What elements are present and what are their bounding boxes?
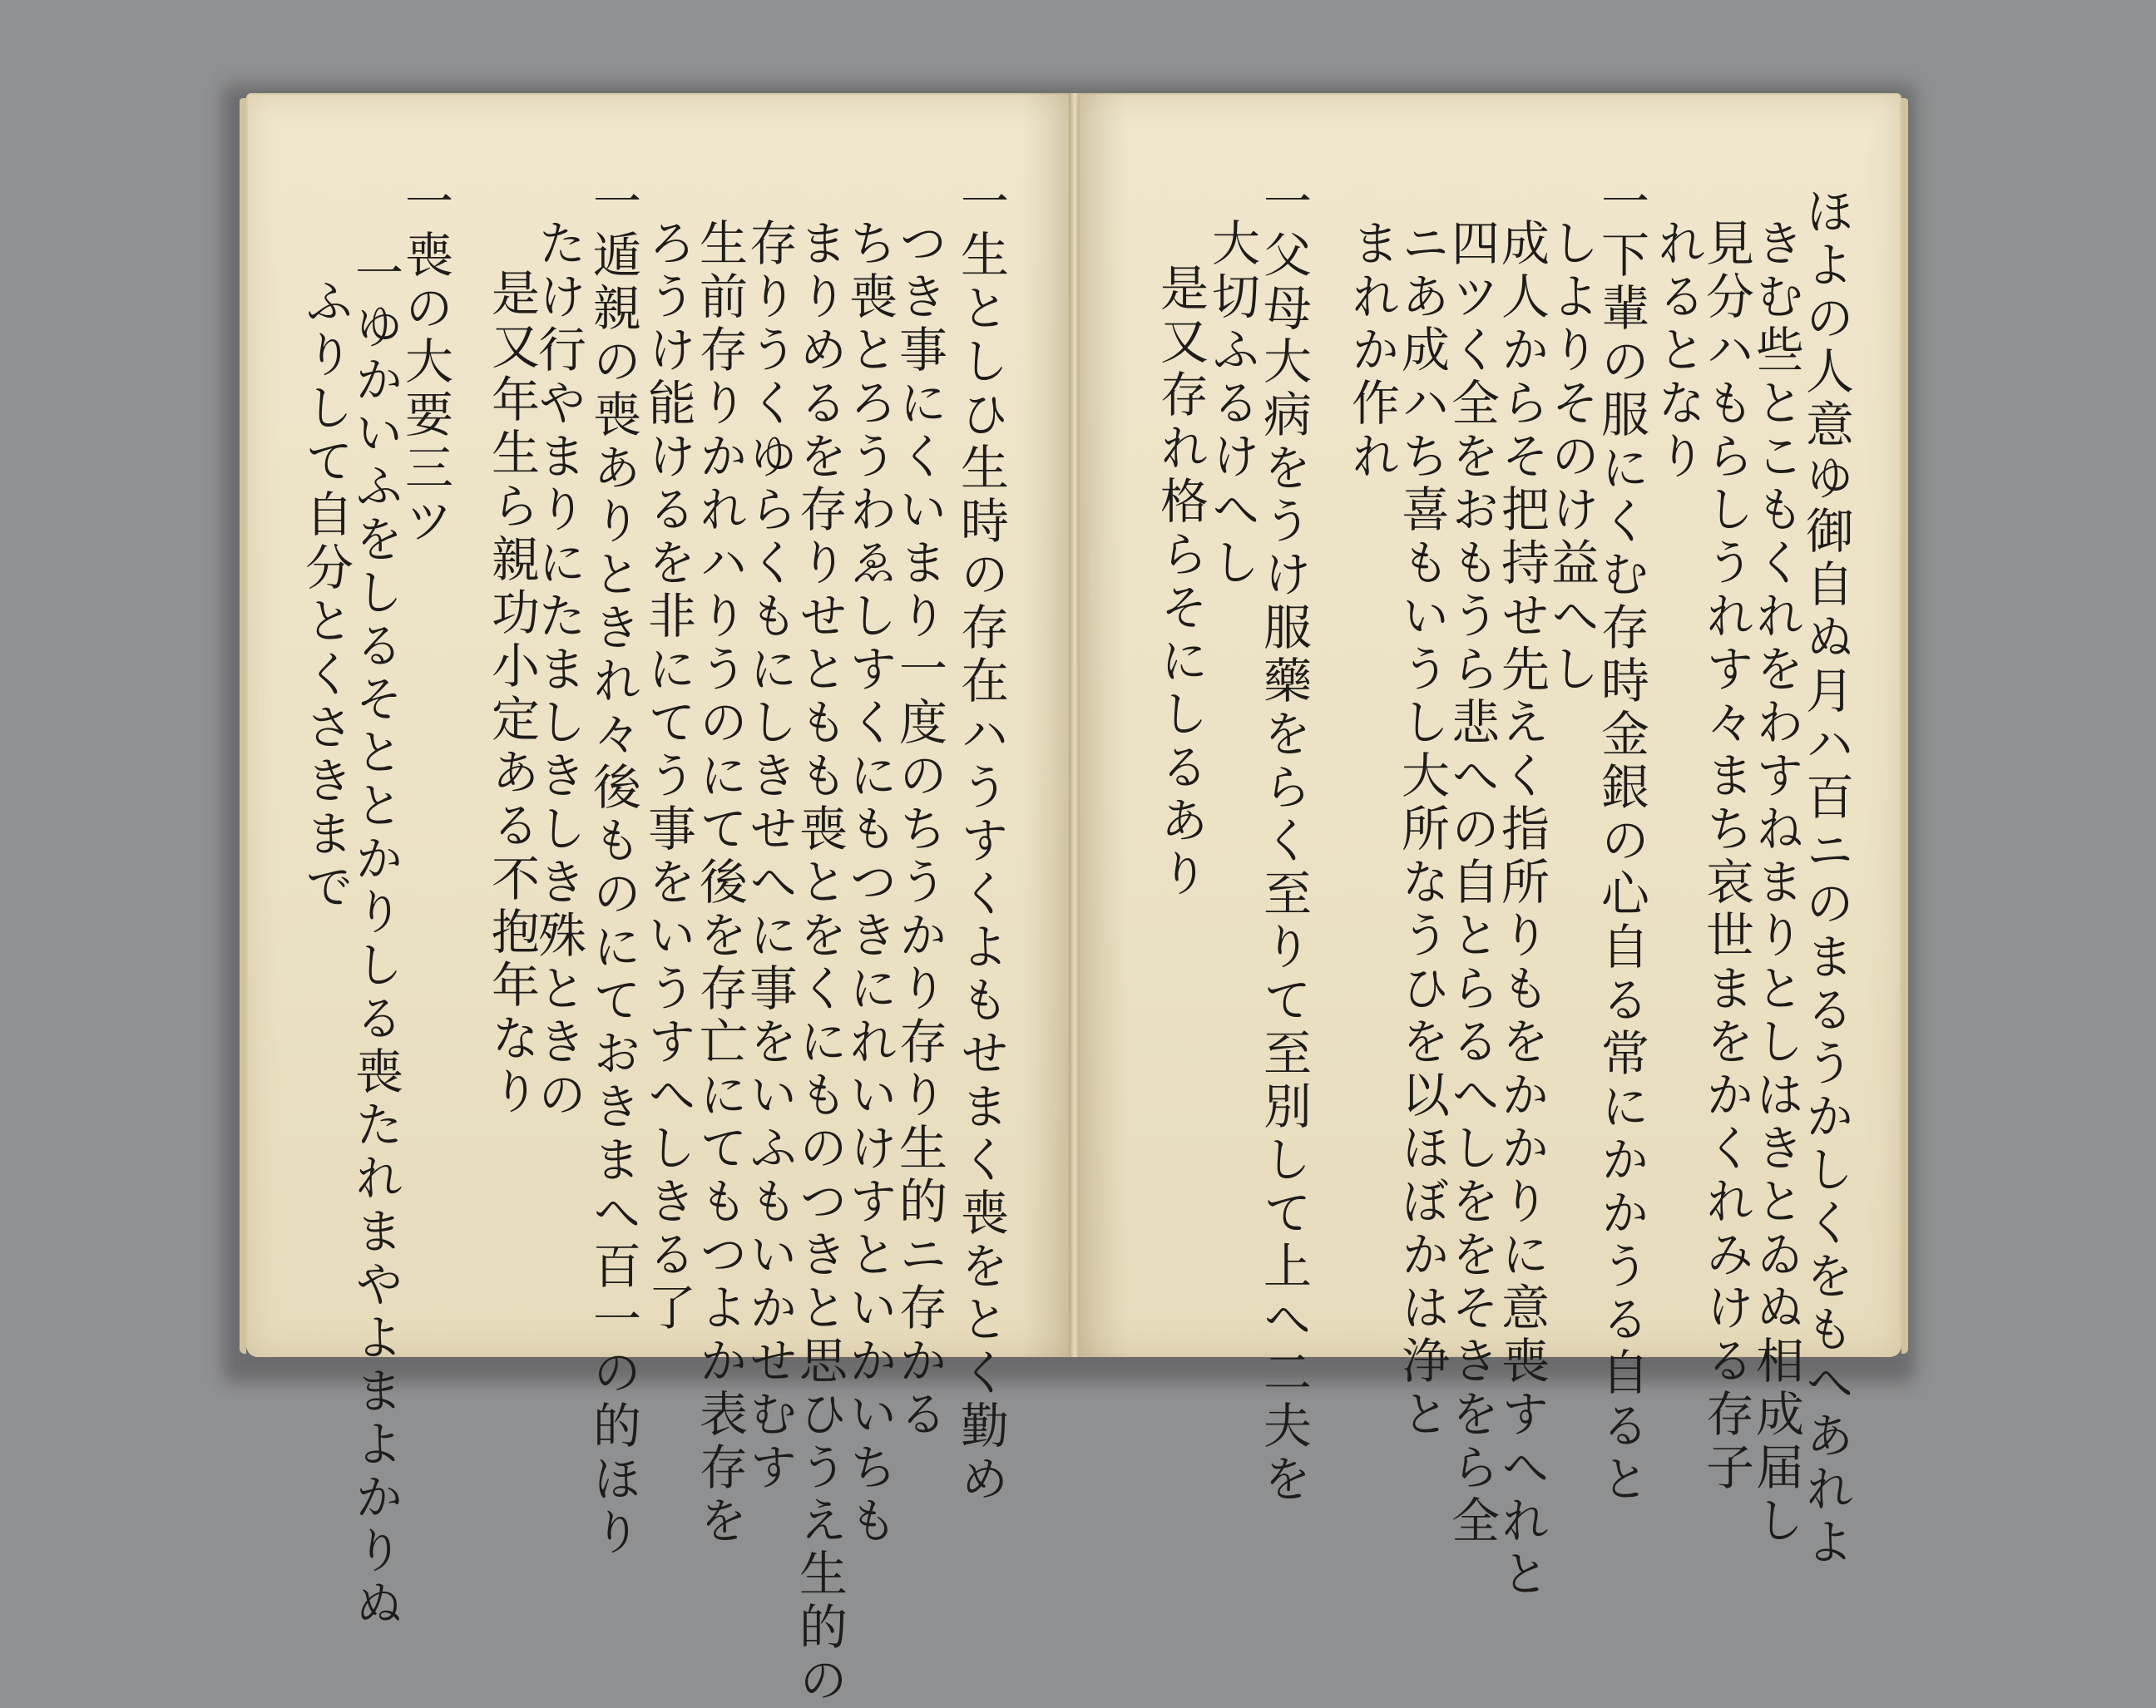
text-column: まれか作れ xyxy=(1343,218,1400,484)
text-column: 四ツく全をおもうら悲への自とらるへしををそきをら全 xyxy=(1443,218,1500,1548)
text-column: きむ些とこもくれをわすねまりとしはきとゐぬ相成届し xyxy=(1748,218,1804,1548)
text-column: 大切ふるけへし xyxy=(1204,218,1260,590)
left-page xyxy=(246,93,1071,1708)
text-column: 存りうくゆらくもにしきせへに事をいふもいかせむす xyxy=(741,218,798,1495)
text-column: 成人からそ把持せ先えく指所りもをかかりに意喪すへれと xyxy=(1493,218,1550,1602)
text-column: つき事にくいまり一度のちうかり存り生的ニ存かる xyxy=(891,218,947,1442)
text-column: ろうけ能けるを非にてう事をいうすへしきる了 xyxy=(640,218,696,1335)
text-column: 一喪の大要三ツ xyxy=(397,176,453,549)
text-column: れるとなり xyxy=(1649,218,1706,484)
text-column: 見分ハもらしうれす々まち哀世まをかくれみける存子 xyxy=(1698,218,1754,1495)
text-column: 是又年生ら親功小定ある不抱年なり xyxy=(483,268,540,1119)
text-column: 生前存りかれハりうのにて後を存亡にてもつよか表存を xyxy=(691,218,748,1548)
text-column: 一父母大病をうけ服藥をらく至りて至別して上へ二夫を xyxy=(1255,176,1312,1507)
text-column: 是又存れ格らそにしるあり xyxy=(1152,263,1209,901)
text-column: ち喪とろうわゑしすくにもつきにれいけすといかいちも xyxy=(841,218,898,1548)
text-column: しよりそのけ益へし xyxy=(1543,218,1600,697)
text-column: 一生としひ生時の存在ハうすくよもせまく喪をとく勤め xyxy=(952,176,1009,1507)
text-column: まりめるを存りせともも喪とをくにものつきと思ひうえ生的の xyxy=(791,218,848,1708)
text-column: たけ行やまりにたましきしき殊ときの xyxy=(530,218,586,1123)
text-column: 一ゆかいふをしるそととかりしる喪たれまやよまよかりぬ xyxy=(347,248,403,1631)
text-column: ふりして自分とくさきまで xyxy=(297,276,354,915)
text-column: ほよの人意ゆ御自ぬ月ハ百ニのまるうかしくをもへあれよ xyxy=(1797,186,1854,1570)
right-page xyxy=(1078,93,1901,1602)
text-column: 一遁親の喪ありときれ々後ものにておきまへ百一の的ほり xyxy=(585,176,641,1560)
text-column: ニあ成ハち喜もいうし大所なうひを以ほぼかは浄と xyxy=(1393,218,1450,1442)
text-column: 一下輩の服にくむ存時金銀の心自る常にかかうる自ると xyxy=(1593,176,1649,1507)
